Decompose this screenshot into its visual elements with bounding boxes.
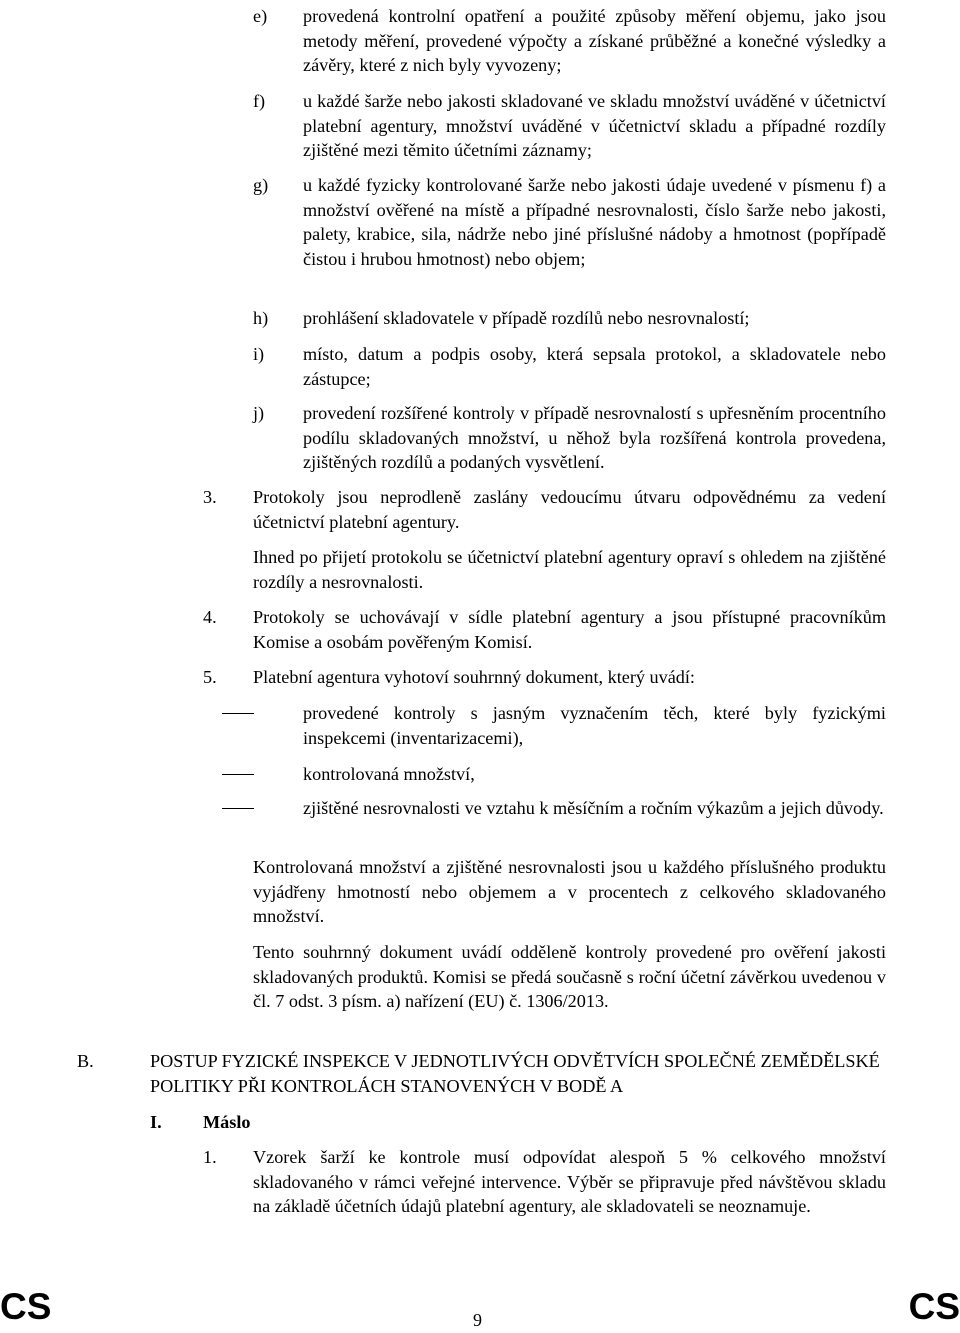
section-i-title: Máslo	[203, 1112, 251, 1132]
item-text-e: provedená kontrolní opatření a použité způsoby měření objemu, jako jsou metody měření, provedené výpočty a získané průběžné a konečné výsledky a závěry, které z nich byly vyvozeny;	[303, 6, 886, 76]
section-b-title: POSTUP FYZICKÉ INSPEKCE V JEDNOTLIVÝCH ODVĚTVÍCH SPOLEČNÉ ZEMĚDĚLSKÉ POLITIKY PŘI KONTROLÁCH STANOVENÝCH V BODĚ A	[150, 1051, 880, 1096]
para-5-text: Platební agentura vyhotoví souhrnný dokument, který uvádí:	[253, 667, 695, 687]
dash-bullet	[222, 808, 254, 809]
item-label-e: e)	[253, 6, 268, 26]
item-text-f: u každé šarže nebo jakosti skladované ve skladu množství uváděné v účetnictví platební agentury, množství uváděné v účetnictví skladu a případné rozdíly zjištěné mezi těmito účetními záznamy;	[303, 91, 886, 161]
item-label-j: j)	[253, 403, 265, 423]
dash-item-1: provedené kontroly s jasným vyznačením těch, které byly fyzickými inspekcemi (inventarizacemi),	[303, 703, 886, 748]
dash-item-2: kontrolovaná množství,	[303, 764, 475, 784]
para-3-text-2: Ihned po přijetí protokolu se účetnictví platební agentury opraví s ohledem na zjištěné rozdíly a nesrovnalosti.	[253, 547, 886, 592]
item-text-i: místo, datum a podpis osoby, která sepsala protokol, a skladovatele nebo zástupce;	[303, 344, 886, 389]
item-label-h: h)	[253, 308, 269, 328]
dash-item-3: zjištěné nesrovnalosti ve vztahu k měsíčním a ročním výkazům a jejich důvody.	[303, 798, 884, 818]
para-5-text-2: Kontrolovaná množství a zjištěné nesrovnalosti jsou u každého příslušného produktu vyjádřeny hmotností nebo objemem a v procentech z celkového skladovaného množství.	[253, 857, 886, 927]
page-number: 9	[473, 1310, 482, 1330]
para-5-number: 5.	[203, 667, 217, 687]
item-text-g: u každé fyzicky kontrolované šarže nebo jakosti údaje uvedené v písmenu f) a množství ověřené na místě a případné nesrovnalosti, číslo šarže nebo jakosti, palety, krabice, sila, nádrže nebo jiné příslušné nádoby a hmotnost (popřípadě čistou i hrubou hmotnost) nebo objem;	[303, 175, 886, 269]
item-label-i: i)	[253, 344, 265, 364]
item-text-j: provedení rozšířené kontroly v případě nesrovnalostí s upřesněním procentního podílu skladovaných množství, u něhož byla rozšířená kontrola provedena, zjištěných rozdílů a podaných vysvětlení.	[303, 403, 886, 473]
para-5-text-3: Tento souhrnný dokument uvádí odděleně kontroly provedené pro ověření jakosti skladovaných produktů. Komisi se předá současně s roční účetní závěrkou uvedenou v čl. 7 odst. 3 písm. a) nařízení (EU) č. 1306/2013.	[253, 942, 886, 1012]
item-label-f: f)	[253, 91, 266, 111]
para-b1-number: 1.	[203, 1147, 217, 1167]
dash-bullet	[222, 713, 254, 714]
section-i-label: I.	[150, 1112, 162, 1132]
section-b-label: B.	[77, 1051, 94, 1071]
para-4-text: Protokoly se uchovávají v sídle platební agentury a jsou přístupné pracovníkům Komise a osobám pověřeným Komisí.	[253, 607, 886, 652]
item-text-h: prohlášení skladovatele v případě rozdílů nebo nesrovnalostí;	[303, 308, 750, 328]
para-3-number: 3.	[203, 487, 217, 507]
dash-bullet	[222, 774, 254, 775]
para-4-number: 4.	[203, 607, 217, 627]
para-b1-text: Vzorek šarží ke kontrole musí odpovídat alespoň 5 % celkového množství skladovaného v rámci veřejné intervence. Výběr se připravuje před návštěvou skladu na základě účetních údajů platební agentury, ale skladovateli se neoznamuje.	[253, 1147, 886, 1217]
footer-language-right: CS	[908, 1286, 960, 1327]
para-3-text: Protokoly jsou neprodleně zaslány vedoucímu útvaru odpovědnému za vedení účetnictví platební agentury.	[253, 487, 886, 532]
footer-language-left: CS	[0, 1286, 52, 1327]
item-label-g: g)	[253, 175, 269, 195]
